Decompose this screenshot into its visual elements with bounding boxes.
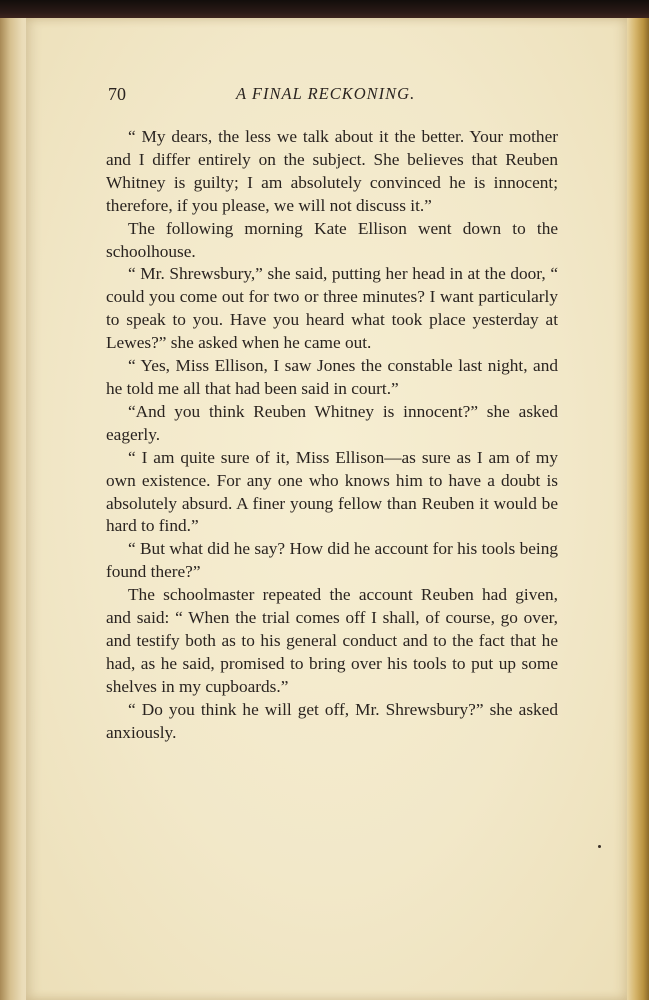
book-page-edge bbox=[627, 18, 649, 1000]
paragraph: The schoolmaster repeated the account Reuben had given, and said: “ When the trial comes off I shall, of course, go over, and testify both as to his general conduct and to the fact that he had, as he said, promised to bring over his tools to put up some shelves in my cupboards.” bbox=[106, 585, 558, 696]
paragraph: “And you think Reuben Whitney is innocent?” she asked eagerly. bbox=[106, 401, 558, 444]
paragraph: “ Mr. Shrewsbury,” she said, putting her head in at the door, “ could you come out for two or three minutes? I want particularly to speak to you. Have you heard what took place yesterday at Lewes?” she asked when he came out. bbox=[106, 264, 558, 353]
paragraph: The following morning Kate Ellison went down to the schoolhouse. bbox=[106, 218, 558, 261]
margin-speck bbox=[598, 845, 601, 848]
paragraph: “ I am quite sure of it, Miss Ellison—as sure as I am of my own existence. For any one who knows him to have a doubt is absolutely absurd. A finer young fellow than Reuben it would be hard to find.” bbox=[106, 447, 558, 536]
paragraph: “ But what did he say? How did he account for his tools being found there?” bbox=[106, 539, 558, 582]
page-number: 70 bbox=[108, 84, 126, 104]
paragraph: “ My dears, the less we talk about it the better. Your mother and I differ entirely on the subject. She believes that Reuben Whitney is guilty; I am absolutely convinced he is innocent; therefore, if you please, we will not discuss it.” bbox=[106, 127, 558, 215]
paragraph: “ Do you think he will get off, Mr. Shrewsbury?” she asked anxiously. bbox=[106, 699, 558, 742]
body-text bbox=[106, 126, 558, 744]
running-title: A FINAL RECKONING. bbox=[236, 84, 416, 103]
paragraph: “ Yes, Miss Ellison, I saw Jones the constable last night, and he told me all that had been said in court.” bbox=[106, 356, 558, 398]
running-head bbox=[108, 82, 562, 106]
